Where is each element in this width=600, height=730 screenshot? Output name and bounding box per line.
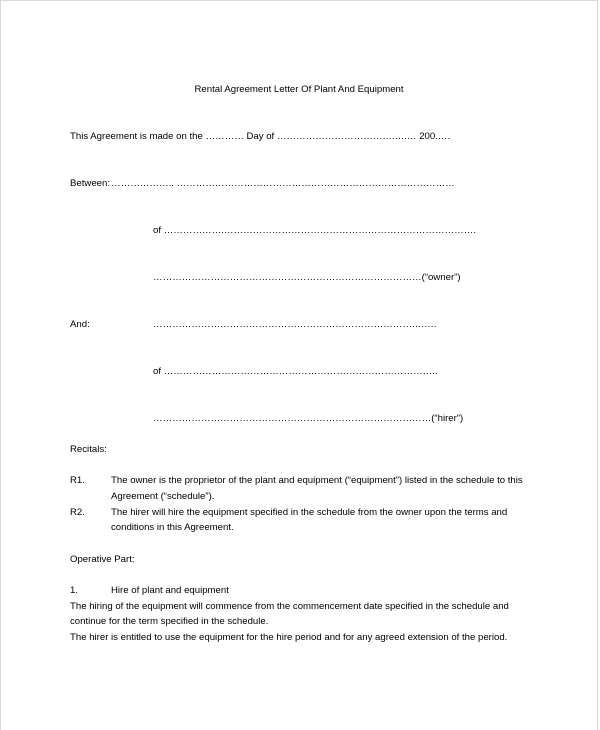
owner-name-line: …………………………………………………………………………(“owner”) <box>153 272 461 283</box>
hirer-line: ……………………………………………………………………………(“hirer”) <box>153 413 464 424</box>
section-title: Hire of plant and equipment <box>111 585 229 596</box>
recital-text: The owner is the proprietor of the plant and equipment (“equipment”) listed in the schedule to this <box>111 475 523 486</box>
recital-text: Agreement (“schedule”). <box>111 491 215 502</box>
operative-heading: Operative Part: <box>70 554 135 565</box>
owner-address-line: of ……………….……………………………………………………………………. <box>153 225 476 236</box>
section-text: The hirer is entitled to use the equipment for the hire period and for any agreed extension of the period. <box>70 632 508 643</box>
section-number: 1. <box>70 585 79 596</box>
agreement-date-line: This Agreement is made on the ………… Day of ……………………………….….… 200.…. <box>70 131 451 142</box>
hirer-name-blank-line: ……………………………………………………………………….……. <box>153 319 437 330</box>
and-label: And: <box>70 319 90 330</box>
between-label: Between: <box>70 178 111 189</box>
recital-text: conditions in this Agreement. <box>111 522 234 533</box>
document-title: Rental Agreement Letter Of Plant And Equipment <box>194 84 404 95</box>
between-blank-line: ……………….. …………………………………………………………………………… <box>111 178 455 189</box>
recital-text: The hirer will hire the equipment specified in the schedule from the owner upon the terms and <box>111 507 508 518</box>
hirer-address-line: of ………………………………………………………………………….. <box>153 366 438 377</box>
recital-number: R1. <box>70 475 85 486</box>
recital-number: R2. <box>70 507 85 518</box>
section-text: The hiring of the equipment will commence from the commencement date specified in the schedule and <box>70 601 509 612</box>
section-text: continue for the term specified in the schedule. <box>70 616 269 627</box>
recitals-heading: Recitals: <box>70 444 107 455</box>
